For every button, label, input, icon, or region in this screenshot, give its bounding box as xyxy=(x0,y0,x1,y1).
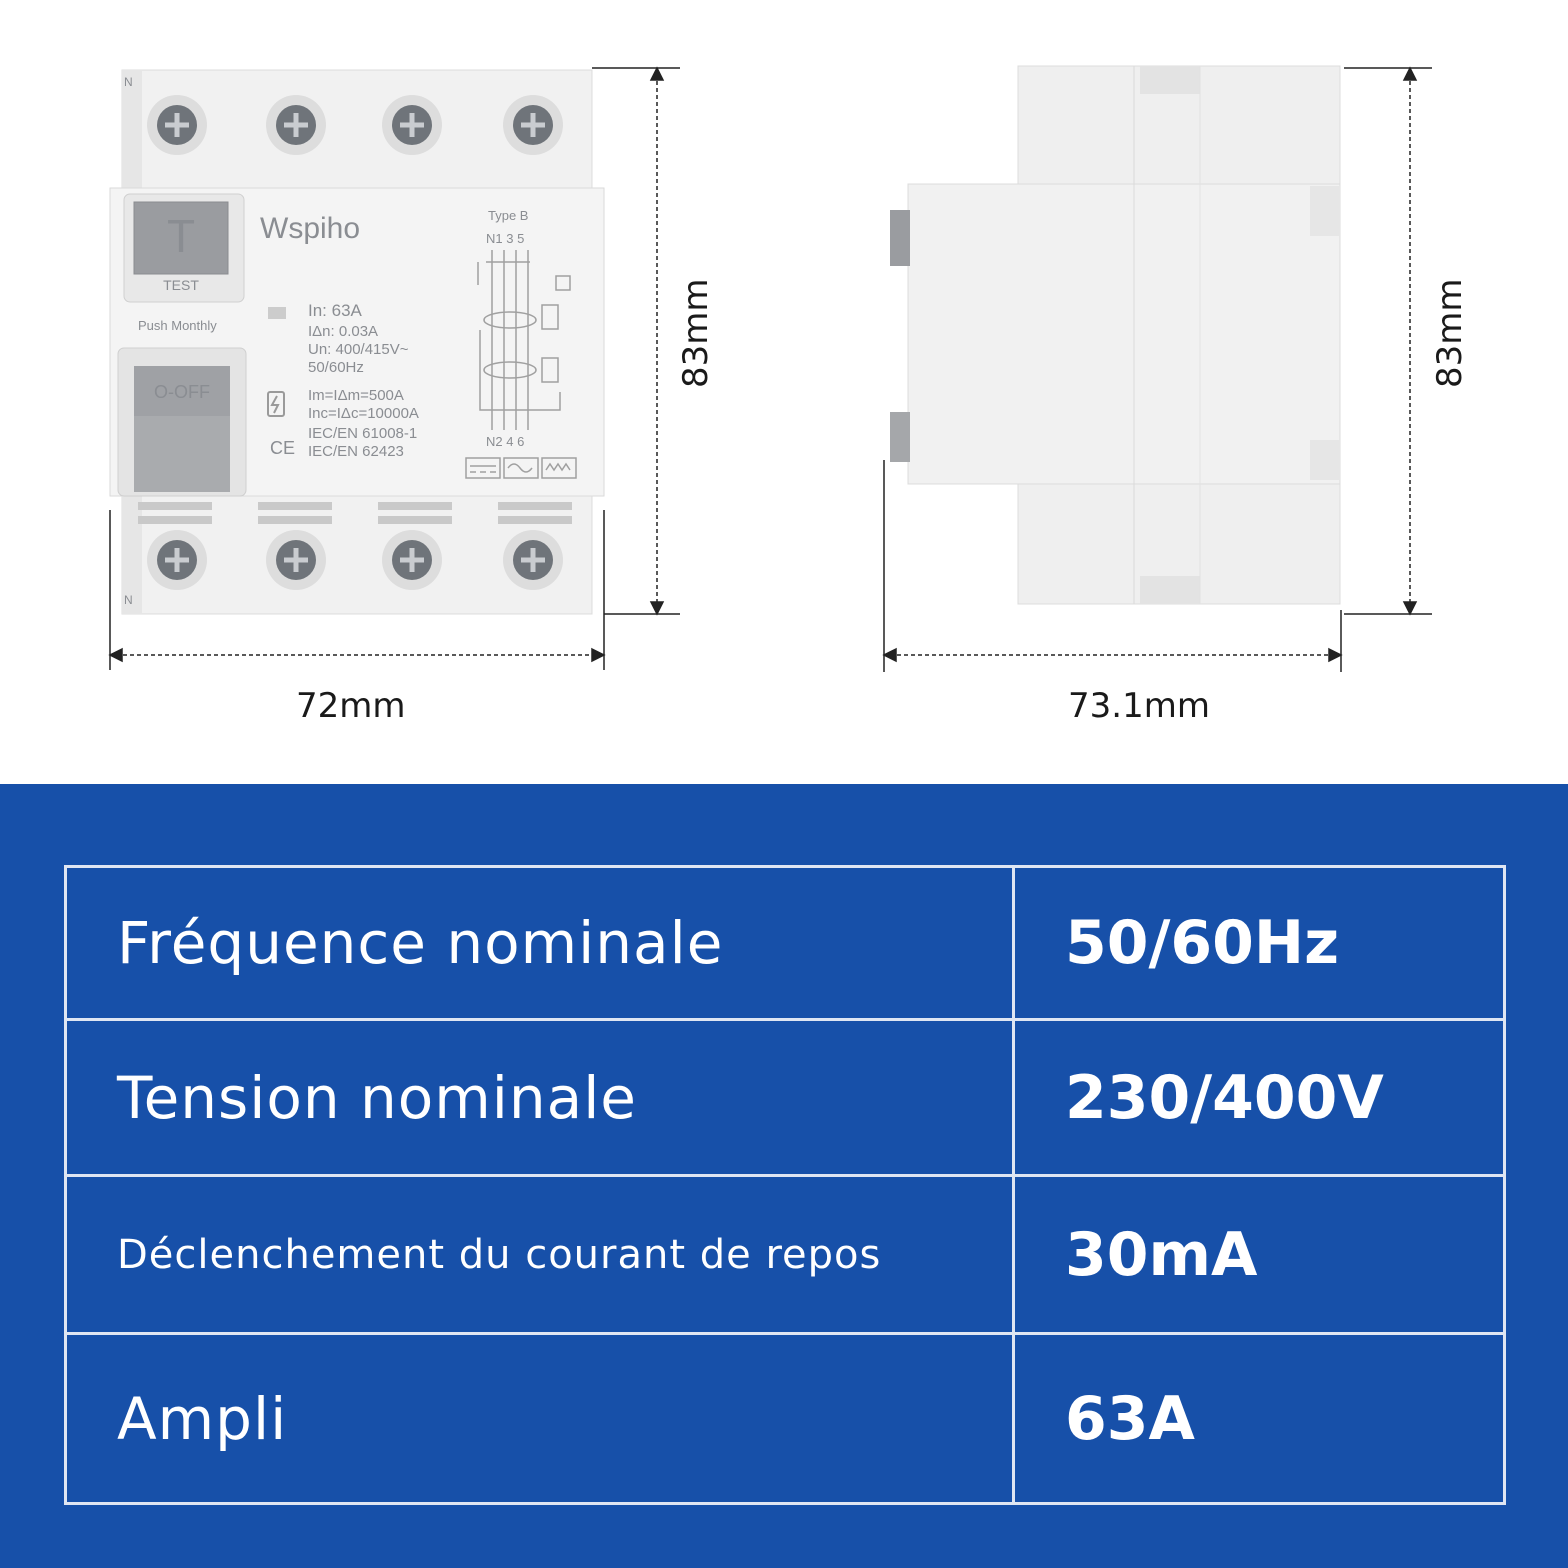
spec-value: 50/60Hz xyxy=(1014,867,1505,1020)
bottom-screw-icon xyxy=(266,530,326,590)
bottom-screw-icon xyxy=(147,530,207,590)
table-row xyxy=(66,1334,1505,1504)
table-row xyxy=(66,867,1505,1020)
push-monthly-text: Push Monthly xyxy=(138,318,217,333)
spec-value: 30mA xyxy=(1014,1176,1505,1334)
bottom-screw-icon xyxy=(503,530,563,590)
side-view xyxy=(890,66,1340,604)
table-row xyxy=(66,1176,1505,1334)
rating-line: IEC/EN 62423 xyxy=(308,443,404,460)
ce-mark: CE xyxy=(270,438,296,458)
front-width-label: 72mm xyxy=(296,686,406,726)
rating-line: Im=IΔm=500A xyxy=(308,387,404,404)
front-view xyxy=(110,70,604,614)
terminal-top-labels: N1 3 5 xyxy=(486,231,525,246)
rating-line: IEC/EN 61008-1 xyxy=(308,425,418,442)
spec-label: Fréquence nominale xyxy=(66,867,1014,1020)
brand-name: Wspiho xyxy=(260,212,361,245)
side-width-label: 73.1mm xyxy=(1068,686,1210,726)
top-screw-icon xyxy=(503,95,563,155)
spec-label: Déclenchement du courant de repos xyxy=(66,1176,1014,1334)
spec-table xyxy=(64,865,1506,1505)
top-screw-icon xyxy=(147,95,207,155)
neutral-label-top: N xyxy=(124,75,133,89)
type-label: Type B xyxy=(488,208,529,223)
front-height-label: 83mm xyxy=(676,278,716,388)
rating-line: IΔn: 0.03A xyxy=(308,323,379,340)
spec-label: Tension nominale xyxy=(66,1020,1014,1176)
side-height-label: 83mm xyxy=(1430,278,1470,388)
top-screw-icon xyxy=(382,95,442,155)
spec-value: 63A xyxy=(1014,1334,1505,1504)
rating-line: In: 63A xyxy=(308,301,362,320)
rating-line: Inc=IΔc=10000A xyxy=(308,405,419,422)
rating-line: Un: 400/415V~ xyxy=(308,341,409,358)
spec-value: 230/400V xyxy=(1014,1020,1505,1176)
switch-label: O-OFF xyxy=(154,382,210,402)
test-label: TEST xyxy=(163,277,199,293)
test-button-letter: T xyxy=(166,210,196,262)
rating-line: 50/60Hz xyxy=(308,359,364,376)
terminal-bottom-labels: N2 4 6 xyxy=(486,434,525,449)
spec-label: Ampli xyxy=(66,1334,1014,1504)
top-screw-icon xyxy=(266,95,326,155)
table-row xyxy=(66,1020,1505,1176)
bottom-screw-icon xyxy=(382,530,442,590)
neutral-label-bottom: N xyxy=(124,593,133,607)
